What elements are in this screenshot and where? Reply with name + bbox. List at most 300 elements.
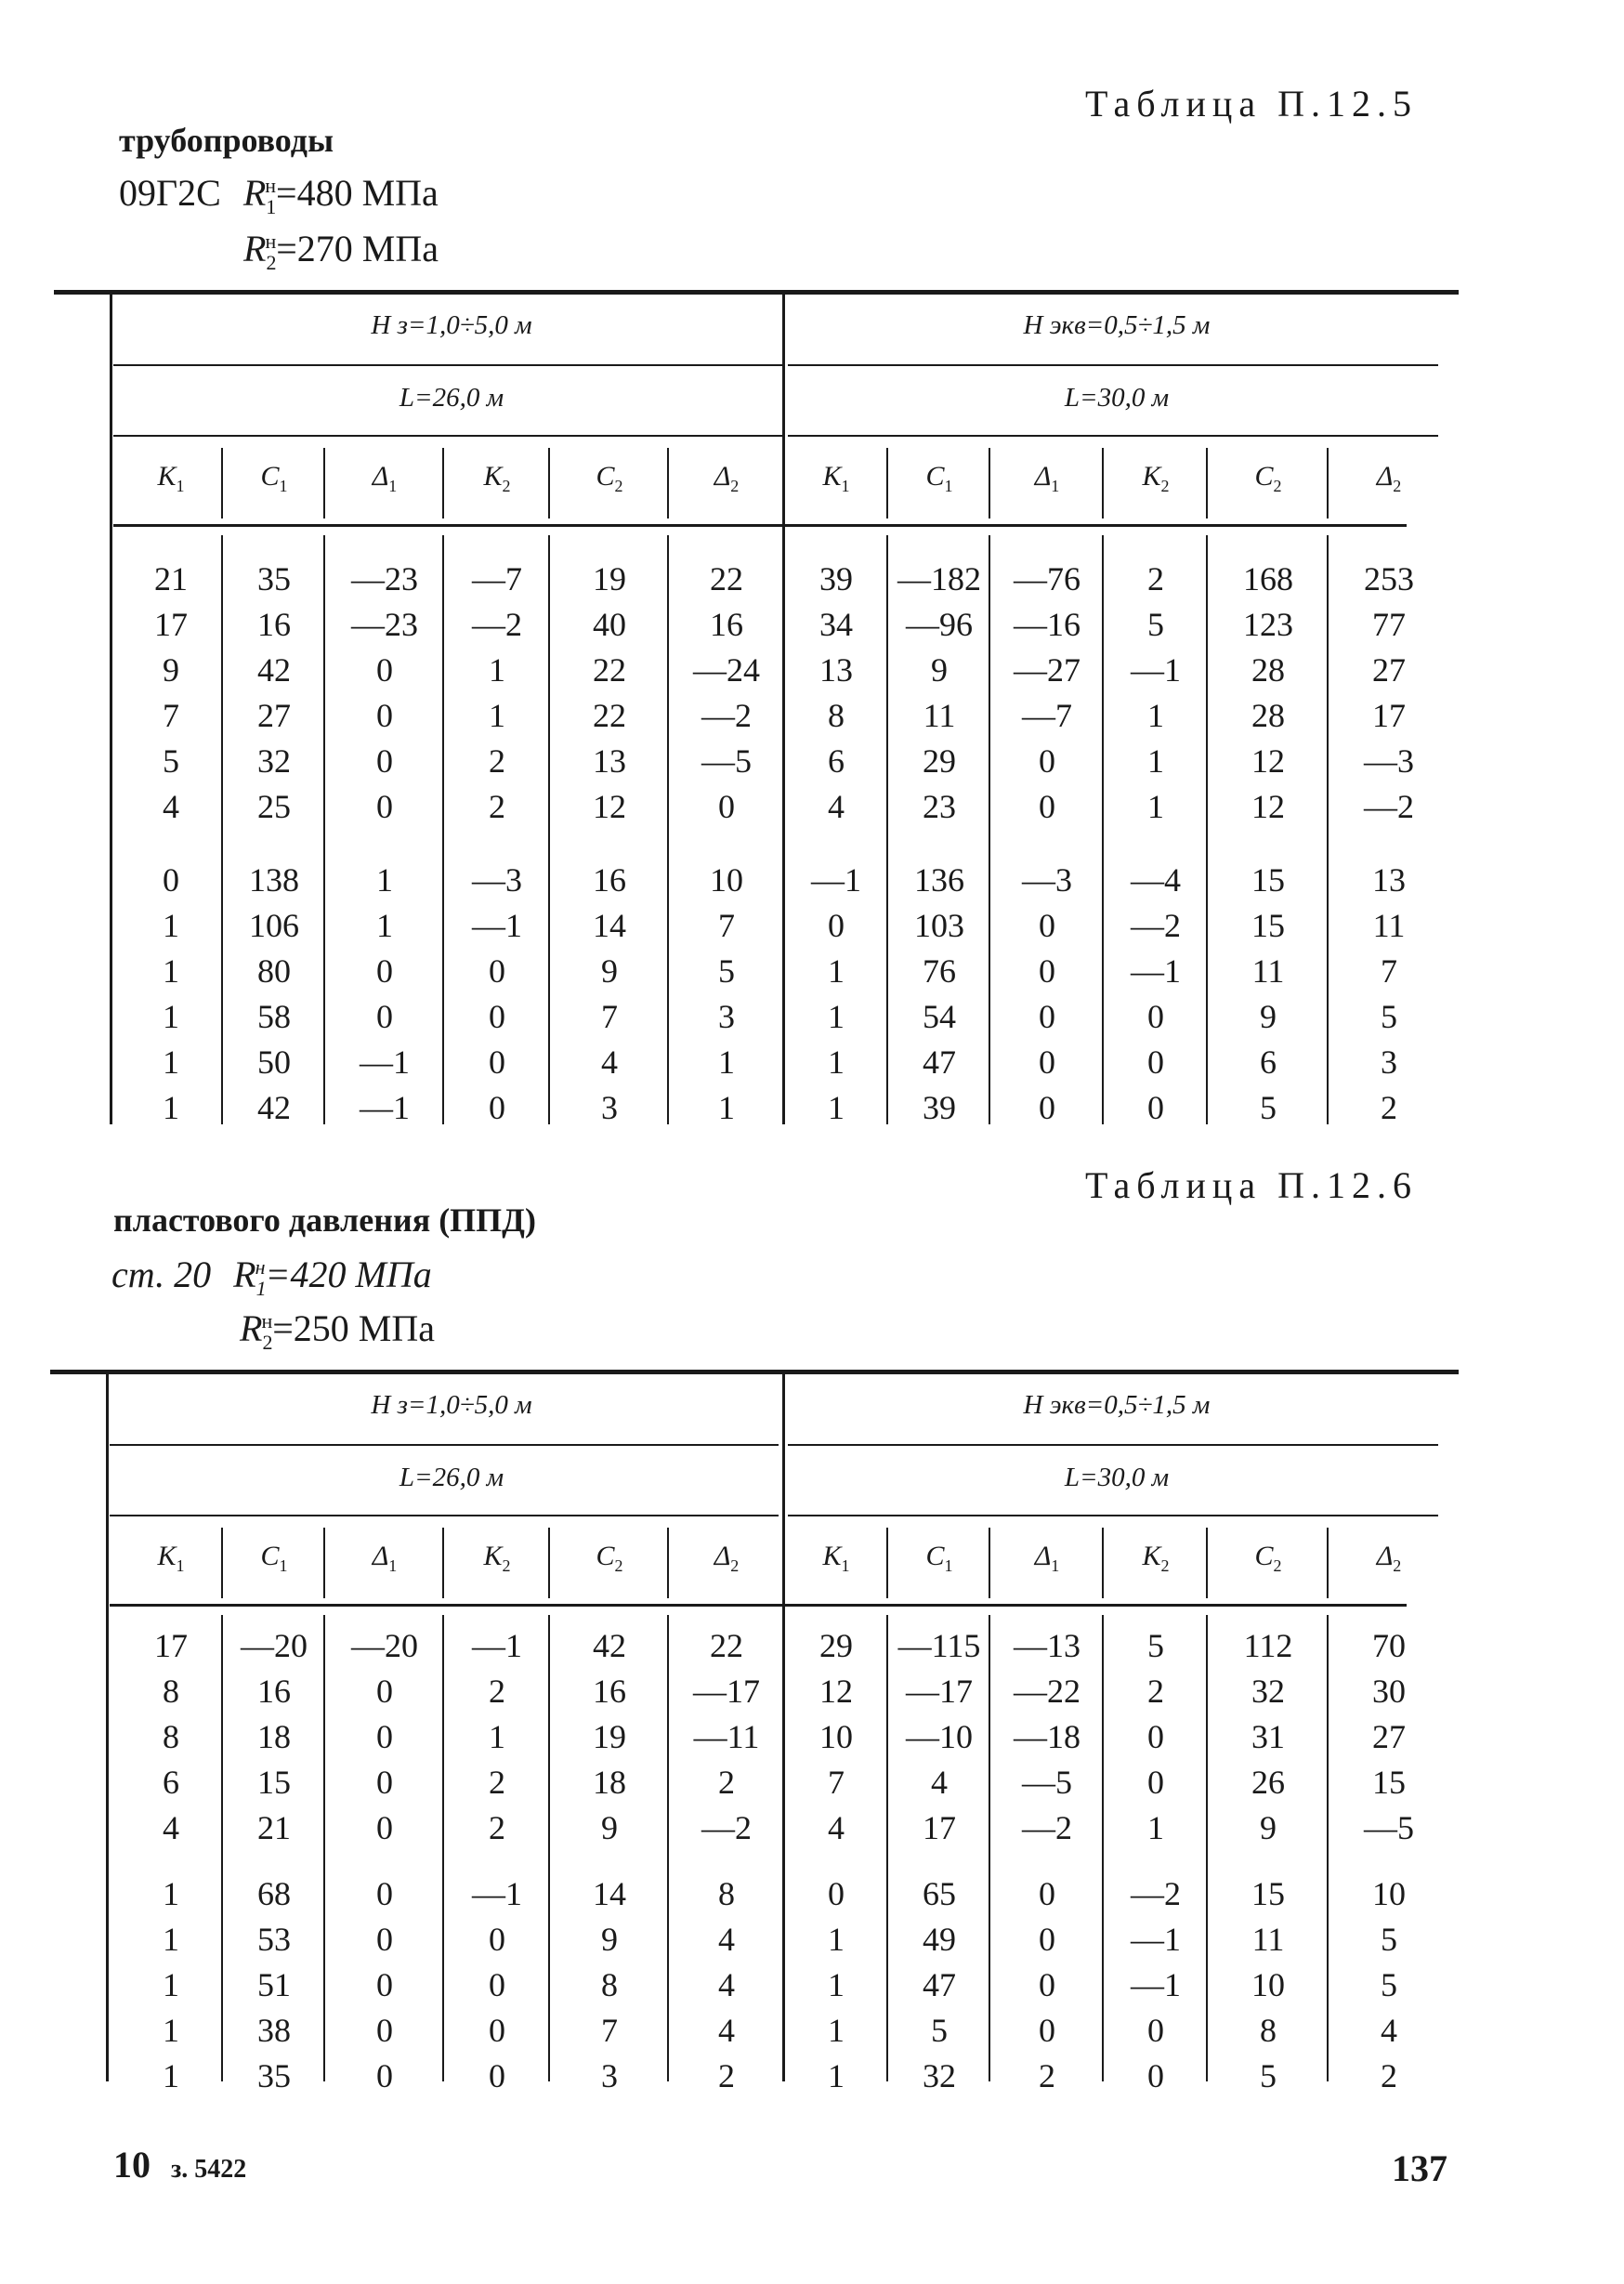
table1-cell: 3 (1381, 1044, 1397, 1081)
table2-cell: 4 (718, 2012, 735, 2049)
table1-colhead-sep-3 (442, 448, 444, 518)
table2-cell: 32 (923, 2057, 956, 2094)
table1-cell: 0 (718, 788, 735, 825)
table2-cell: —1 (1131, 1921, 1181, 1958)
table1-colhead-11: $\Delta_2$ (1376, 461, 1402, 495)
table1-cell: 1 (1147, 697, 1164, 734)
table2-cell: 0 (1039, 1921, 1055, 1958)
table1-cell: 12 (1251, 742, 1285, 780)
table2-cell: 0 (376, 1673, 393, 1710)
table1-colhead-8: $\Delta_1$ (1034, 461, 1060, 495)
table2-header-bottom-rule (110, 1604, 1407, 1607)
table2-colhead-sep-2 (323, 1528, 325, 1598)
table1-cell: 12 (1251, 788, 1285, 825)
table1-cell: 2 (489, 788, 505, 825)
table1-top-rule (54, 290, 1459, 295)
table1-cell: 54 (923, 998, 956, 1035)
table1-colhead-3: $K_2$ (483, 461, 511, 495)
table1-cell: 9 (931, 651, 948, 689)
table1-cell: 136 (914, 861, 964, 899)
table2-cell: 21 (257, 1809, 291, 1846)
table1-cell: 11 (1251, 952, 1285, 990)
table2-cell: 17 (923, 1809, 956, 1846)
table2-length-rule-left (110, 1515, 779, 1516)
table2-cell: 2 (1381, 2057, 1397, 2094)
table2-cell: 112 (1243, 1627, 1293, 1664)
footer-number: 10 (113, 2144, 151, 2186)
table2-cell: 4 (163, 1809, 179, 1846)
table2-cell: 7 (828, 1764, 845, 1801)
table2-cell: 0 (1147, 1718, 1164, 1755)
table2-cell: 9 (1260, 1809, 1277, 1846)
table2-cell: 2 (489, 1764, 505, 1801)
table1-cell: 76 (923, 952, 956, 990)
table1-cell: 5 (718, 952, 735, 990)
table1-cell: 7 (1381, 952, 1397, 990)
table1-cell: —1 (1131, 651, 1181, 689)
table1-colhead-sep-10 (1206, 448, 1208, 518)
table2-cell: 8 (163, 1673, 179, 1710)
table1-cell: 123 (1243, 606, 1293, 643)
table1-cell: —1 (472, 907, 522, 944)
table1-cell: 0 (376, 952, 393, 990)
table1-cell: 0 (376, 651, 393, 689)
table2-colhead-sep-10 (1206, 1528, 1208, 1598)
table1-cell: —7 (1022, 697, 1072, 734)
table1-cell: 23 (923, 788, 956, 825)
table2-group-left: H з=1,0÷5,0 м (371, 1390, 532, 1420)
table2-cell: 2 (1039, 2057, 1055, 2094)
table2-cell: 51 (257, 1966, 291, 2003)
table1-r2: =270 МПа (276, 228, 439, 269)
table1-name: Таблица П.12.5 (1085, 83, 1418, 125)
table1-cell: 4 (163, 788, 179, 825)
table1-cell: —4 (1131, 861, 1181, 899)
table1-cell: 0 (489, 998, 505, 1035)
table1-cell: 5 (1147, 606, 1164, 643)
table2-cell: 32 (1251, 1673, 1285, 1710)
table1-cell: 3 (718, 998, 735, 1035)
table2-cell: 0 (376, 1809, 393, 1846)
table1-cell: —76 (1014, 560, 1080, 597)
table2-top-rule (50, 1370, 1459, 1374)
table1-cell: —24 (693, 651, 760, 689)
table1-cell: —182 (897, 560, 981, 597)
table1-cell: 50 (257, 1044, 291, 1081)
table2-colhead-sep-8 (989, 1528, 990, 1598)
table1-cell: 39 (923, 1089, 956, 1126)
table2-cell: —18 (1014, 1718, 1080, 1755)
table1-cell: 5 (163, 742, 179, 780)
table1-cell: 21 (154, 560, 188, 597)
table2-group-right: H экв=0,5÷1,5 м (1023, 1390, 1211, 1420)
table1-cell: 42 (257, 1089, 291, 1126)
table1-colhead-1: $C_1$ (260, 461, 288, 495)
table2-colhead-0: $K_1$ (157, 1541, 185, 1575)
table1-cell: 1 (828, 998, 845, 1035)
table2-cell: 15 (1372, 1764, 1406, 1801)
table1-cell: 14 (593, 907, 626, 944)
table2-colhead-1: $C_1$ (260, 1541, 288, 1575)
table1-r1: =480 МПа (276, 172, 439, 214)
footer-left (113, 2143, 246, 2186)
table2-cell: 42 (593, 1627, 626, 1664)
table1-cell: 1 (376, 861, 393, 899)
table2-name: Таблица П.12.6 (1085, 1164, 1418, 1206)
table2-cell: 10 (1251, 1966, 1285, 2003)
table2-group-rule-left (110, 1444, 779, 1446)
table1-cell: 0 (163, 861, 179, 899)
table2-cell: 0 (1039, 2012, 1055, 2049)
table1-cell: 17 (154, 606, 188, 643)
table2-cell: 0 (376, 1966, 393, 2003)
table1-cell: 1 (163, 1089, 179, 1126)
table2-cell: 2 (718, 1764, 735, 1801)
table1-cell: 138 (249, 861, 299, 899)
table1-group-left: H з=1,0÷5,0 м (371, 310, 532, 340)
table2-cell: 4 (1381, 2012, 1397, 2049)
table1-cell: —27 (1014, 651, 1080, 689)
table1-length-right: L=30,0 м (1064, 383, 1170, 413)
table2-cell: 1 (1147, 1809, 1164, 1846)
table1-cell: 0 (1039, 952, 1055, 990)
table2-cell: 5 (1381, 1966, 1397, 2003)
table1-subtitle: трубопроводы (119, 122, 334, 159)
table2-cell: 1 (163, 1921, 179, 1958)
table1-cell: 2 (1381, 1089, 1397, 1126)
table1-cell: 103 (914, 907, 964, 944)
table2-cell: 6 (163, 1764, 179, 1801)
table1-cell: 168 (1243, 560, 1293, 597)
table1-cell: —2 (1131, 907, 1181, 944)
table1-cell: 22 (593, 697, 626, 734)
table2-cell: 2 (489, 1809, 505, 1846)
table2-cell: 70 (1372, 1627, 1406, 1664)
table1-cell: 6 (1260, 1044, 1277, 1081)
table1-cell: —1 (811, 861, 861, 899)
table1-cell: 1 (163, 907, 179, 944)
table2-cell: 1 (828, 2057, 845, 2094)
table2-cell: 27 (1372, 1718, 1406, 1755)
table1-cell: 106 (249, 907, 299, 944)
table1-colhead-6: $K_1$ (822, 461, 850, 495)
table2-cell: 29 (819, 1627, 853, 1664)
table2-cell: 1 (163, 1966, 179, 2003)
table2-cell: 26 (1251, 1764, 1285, 1801)
table2-cell: 0 (489, 2057, 505, 2094)
table2-cell: 0 (828, 1875, 845, 1912)
table1-header-bottom-rule (113, 524, 1407, 527)
table1-cell: 0 (1039, 742, 1055, 780)
table1-cell: 1 (489, 651, 505, 689)
table2-cell: 31 (1251, 1718, 1285, 1755)
table2-cell: —20 (351, 1627, 418, 1664)
table2-cell: 19 (593, 1718, 626, 1755)
table1-cell: 4 (601, 1044, 618, 1081)
table2-cell: 1 (163, 1875, 179, 1912)
table2-cell: 30 (1372, 1673, 1406, 1710)
table2-colhead-3: $K_2$ (483, 1541, 511, 1575)
table2-left-border (106, 1370, 109, 2081)
table1-colhead-5: $\Delta_2$ (714, 461, 740, 495)
table1-cell: 1 (828, 952, 845, 990)
table2-cell: 68 (257, 1875, 291, 1912)
table1-cell: 1 (489, 697, 505, 734)
table2-cell: 5 (931, 2012, 948, 2049)
table2-cell: 15 (257, 1764, 291, 1801)
table1-cell: 27 (257, 697, 291, 734)
table1-cell: 13 (819, 651, 853, 689)
table2-cell: —2 (1022, 1809, 1072, 1846)
table1-colhead-sep-7 (886, 448, 888, 518)
table2-cell: 1 (163, 2057, 179, 2094)
table1-cell: 4 (828, 788, 845, 825)
table2-colhead-6: $K_1$ (822, 1541, 850, 1575)
table1-cell: 27 (1372, 651, 1406, 689)
table1-cell: 1 (163, 1044, 179, 1081)
footer-order: з. 5422 (171, 2155, 247, 2184)
table1-cell: 11 (1372, 907, 1406, 944)
table1-cell: 10 (710, 861, 743, 899)
table1-cell: —2 (701, 697, 752, 734)
table2-cell: —17 (906, 1673, 973, 1710)
table2-cell: —2 (701, 1809, 752, 1846)
table2-cell: 1 (828, 1966, 845, 2003)
table1-cell: —2 (472, 606, 522, 643)
table1-colhead-sep-8 (989, 448, 990, 518)
table2-cell: 4 (931, 1764, 948, 1801)
table2-cell: 2 (1147, 1673, 1164, 1710)
table2-cell: 22 (710, 1627, 743, 1664)
table1-cell: 15 (1251, 907, 1285, 944)
table2-cell: 4 (718, 1966, 735, 2003)
table2-cell: —5 (1022, 1764, 1072, 1801)
table1-cell: —2 (1364, 788, 1414, 825)
table2-cell: 8 (718, 1875, 735, 1912)
table2-cell: 1 (489, 1718, 505, 1755)
table2-colhead-4: $C_2$ (596, 1541, 623, 1575)
table1-cell: 16 (257, 606, 291, 643)
table2-colhead-sep-11 (1327, 1528, 1329, 1598)
table2-cell: 10 (819, 1718, 853, 1755)
table1-cell: 0 (376, 697, 393, 734)
table1-cell: 80 (257, 952, 291, 990)
table2-cell: 0 (489, 1966, 505, 2003)
table1-cell: 1 (718, 1044, 735, 1081)
table1-cell: 9 (163, 651, 179, 689)
table1-cell: 1 (1147, 742, 1164, 780)
table1-cell: 0 (376, 788, 393, 825)
table2-cell: 0 (489, 1921, 505, 1958)
table2-colhead-sep-1 (221, 1528, 223, 1598)
table2-cell: 8 (1260, 2012, 1277, 2049)
table1-group-rule-right (788, 364, 1438, 366)
table2-cell: 4 (828, 1809, 845, 1846)
table1-colhead-sep-2 (323, 448, 325, 518)
table2-cell: —115 (897, 1627, 981, 1664)
table1-cell: 11 (923, 697, 956, 734)
table2-cell: 7 (601, 2012, 618, 2049)
table1-cell: 13 (1372, 861, 1406, 899)
table1-cell: 9 (601, 952, 618, 990)
table1-cell: 13 (593, 742, 626, 780)
table2-material-line2: $R_2^н=250$ МПа (240, 1307, 435, 1354)
table2-colhead-7: $C_1$ (925, 1541, 953, 1575)
table1-cell: 1 (376, 907, 393, 944)
table2-cell: 9 (601, 1809, 618, 1846)
table2-subtitle: пластового давления (ППД) (113, 1201, 536, 1239)
table1-cell: 2 (1147, 560, 1164, 597)
table2-cell: —5 (1364, 1809, 1414, 1846)
table2-colhead-2: $\Delta_1$ (372, 1541, 398, 1575)
table1-cell: —3 (1364, 742, 1414, 780)
table1-cell: —1 (360, 1089, 410, 1126)
table2-cell: 15 (1251, 1875, 1285, 1912)
table1-cell: —1 (360, 1044, 410, 1081)
table2-cell: 1 (828, 1921, 845, 1958)
table2-cell: 1 (163, 2012, 179, 2049)
table1-cell: 16 (593, 861, 626, 899)
table2-colhead-sep-9 (1102, 1528, 1104, 1598)
table1-cell: 39 (819, 560, 853, 597)
table2-cell: 38 (257, 2012, 291, 2049)
table1-cell: 28 (1251, 697, 1285, 734)
table2-length-rule-right (788, 1515, 1438, 1516)
table1-group-right: H экв=0,5÷1,5 м (1023, 310, 1211, 340)
table1-cell: 19 (593, 560, 626, 597)
table1-cell: —3 (1022, 861, 1072, 899)
table1-cell: 40 (593, 606, 626, 643)
table2-colhead-sep-7 (886, 1528, 888, 1598)
page-number: 137 (1392, 2147, 1447, 2189)
table1-cell: 0 (1039, 907, 1055, 944)
table2-cell: 4 (718, 1921, 735, 1958)
table2-cell: 0 (1147, 2057, 1164, 2094)
table2-cell: 65 (923, 1875, 956, 1912)
table2-r1: =420 МПа (265, 1254, 432, 1295)
table2-cell: 0 (1039, 1966, 1055, 2003)
table2-colhead-sep-4 (548, 1528, 550, 1598)
table2-cell: 0 (1147, 2012, 1164, 2049)
table2-material: ст. 20 (111, 1254, 212, 1295)
table2-cell: 0 (376, 1718, 393, 1755)
table2-cell: 16 (593, 1673, 626, 1710)
table1-cell: —7 (472, 560, 522, 597)
table2-cell: 0 (376, 2057, 393, 2094)
table1-cell: 22 (593, 651, 626, 689)
table1-material-line1: 09Г2С $R_1^н=480$ МПа (119, 172, 439, 218)
table2-cell: 16 (257, 1673, 291, 1710)
table1-cell: —96 (906, 606, 973, 643)
table2-cell: 35 (257, 2057, 291, 2094)
table2-colhead-8: $\Delta_1$ (1034, 1541, 1060, 1575)
table2-cell: 5 (1147, 1627, 1164, 1664)
table2-cell: 14 (593, 1875, 626, 1912)
table1-cell: —16 (1014, 606, 1080, 643)
table1-cell: 0 (376, 742, 393, 780)
table1-cell: 2 (489, 742, 505, 780)
table1-left-border (110, 290, 112, 1124)
table1-cell: 0 (489, 1089, 505, 1126)
table1-colhead-sep-9 (1102, 448, 1104, 518)
table2-cell: 0 (376, 1764, 393, 1801)
table1-cell: 0 (1039, 788, 1055, 825)
table2-cell: 0 (376, 2012, 393, 2049)
table1-cell: 7 (601, 998, 618, 1035)
table1-cell: 35 (257, 560, 291, 597)
table1-cell: 28 (1251, 651, 1285, 689)
table2-colhead-5: $\Delta_2$ (714, 1541, 740, 1575)
table1-cell: 1 (163, 952, 179, 990)
table1-colhead-2: $\Delta_1$ (372, 461, 398, 495)
table2-cell: 18 (257, 1718, 291, 1755)
table1-cell: 0 (828, 907, 845, 944)
table1-cell: 16 (710, 606, 743, 643)
table1-cell: 0 (1147, 1044, 1164, 1081)
table2-cell: 49 (923, 1921, 956, 1958)
table2-cell: 17 (154, 1627, 188, 1664)
table2-cell: 2 (718, 2057, 735, 2094)
table2-cell: 0 (489, 2012, 505, 2049)
table2-colhead-9: $K_2$ (1142, 1541, 1170, 1575)
table1-cell: 0 (1039, 998, 1055, 1035)
table2-cell: 5 (1260, 2057, 1277, 2094)
table2-cell: —17 (693, 1673, 760, 1710)
table2-colhead-sep-5 (667, 1528, 669, 1598)
table1-cell: 32 (257, 742, 291, 780)
table2-cell: 12 (819, 1673, 853, 1710)
table1-cell: 1 (718, 1089, 735, 1126)
table1-cell: 15 (1251, 861, 1285, 899)
table1-cell: 0 (376, 998, 393, 1035)
table2-cell: 53 (257, 1921, 291, 1958)
table1-cell: 42 (257, 651, 291, 689)
table1-cell: 5 (1260, 1089, 1277, 1126)
table2-cell: 1 (828, 2012, 845, 2049)
table1-cell: 6 (828, 742, 845, 780)
table1-colhead-sep-11 (1327, 448, 1329, 518)
table2-cell: 47 (923, 1966, 956, 2003)
table2-colhead-sep-3 (442, 1528, 444, 1598)
table1-cell: 8 (828, 697, 845, 734)
table1-cell: 22 (710, 560, 743, 597)
table1-cell: 7 (718, 907, 735, 944)
table2-cell: 2 (489, 1673, 505, 1710)
table1-cell: 47 (923, 1044, 956, 1081)
table2-cell: 3 (601, 2057, 618, 2094)
table1-cell: 12 (593, 788, 626, 825)
table1-length-rule-left (113, 435, 782, 437)
table1-colhead-4: $C_2$ (596, 461, 623, 495)
table2-cell: —1 (472, 1627, 522, 1664)
table2-cell: 8 (601, 1966, 618, 2003)
table1-cell: 1 (828, 1044, 845, 1081)
table1-colhead-sep-1 (221, 448, 223, 518)
table2-cell: —11 (693, 1718, 760, 1755)
table1-cell: 0 (489, 952, 505, 990)
table1-cell: 77 (1372, 606, 1406, 643)
table2-length-right: L=30,0 м (1064, 1463, 1170, 1492)
table1-group-rule-left (113, 364, 782, 366)
table1-cell: 0 (1039, 1044, 1055, 1081)
table1-cell: —5 (701, 742, 752, 780)
table1-colhead-7: $C_1$ (925, 461, 953, 495)
table1-cell: 0 (1147, 998, 1164, 1035)
table2-colhead-11: $\Delta_2$ (1376, 1541, 1402, 1575)
table1-cell: —23 (351, 606, 418, 643)
table2-cell: 0 (1147, 1764, 1164, 1801)
table2-cell: 0 (1039, 1875, 1055, 1912)
